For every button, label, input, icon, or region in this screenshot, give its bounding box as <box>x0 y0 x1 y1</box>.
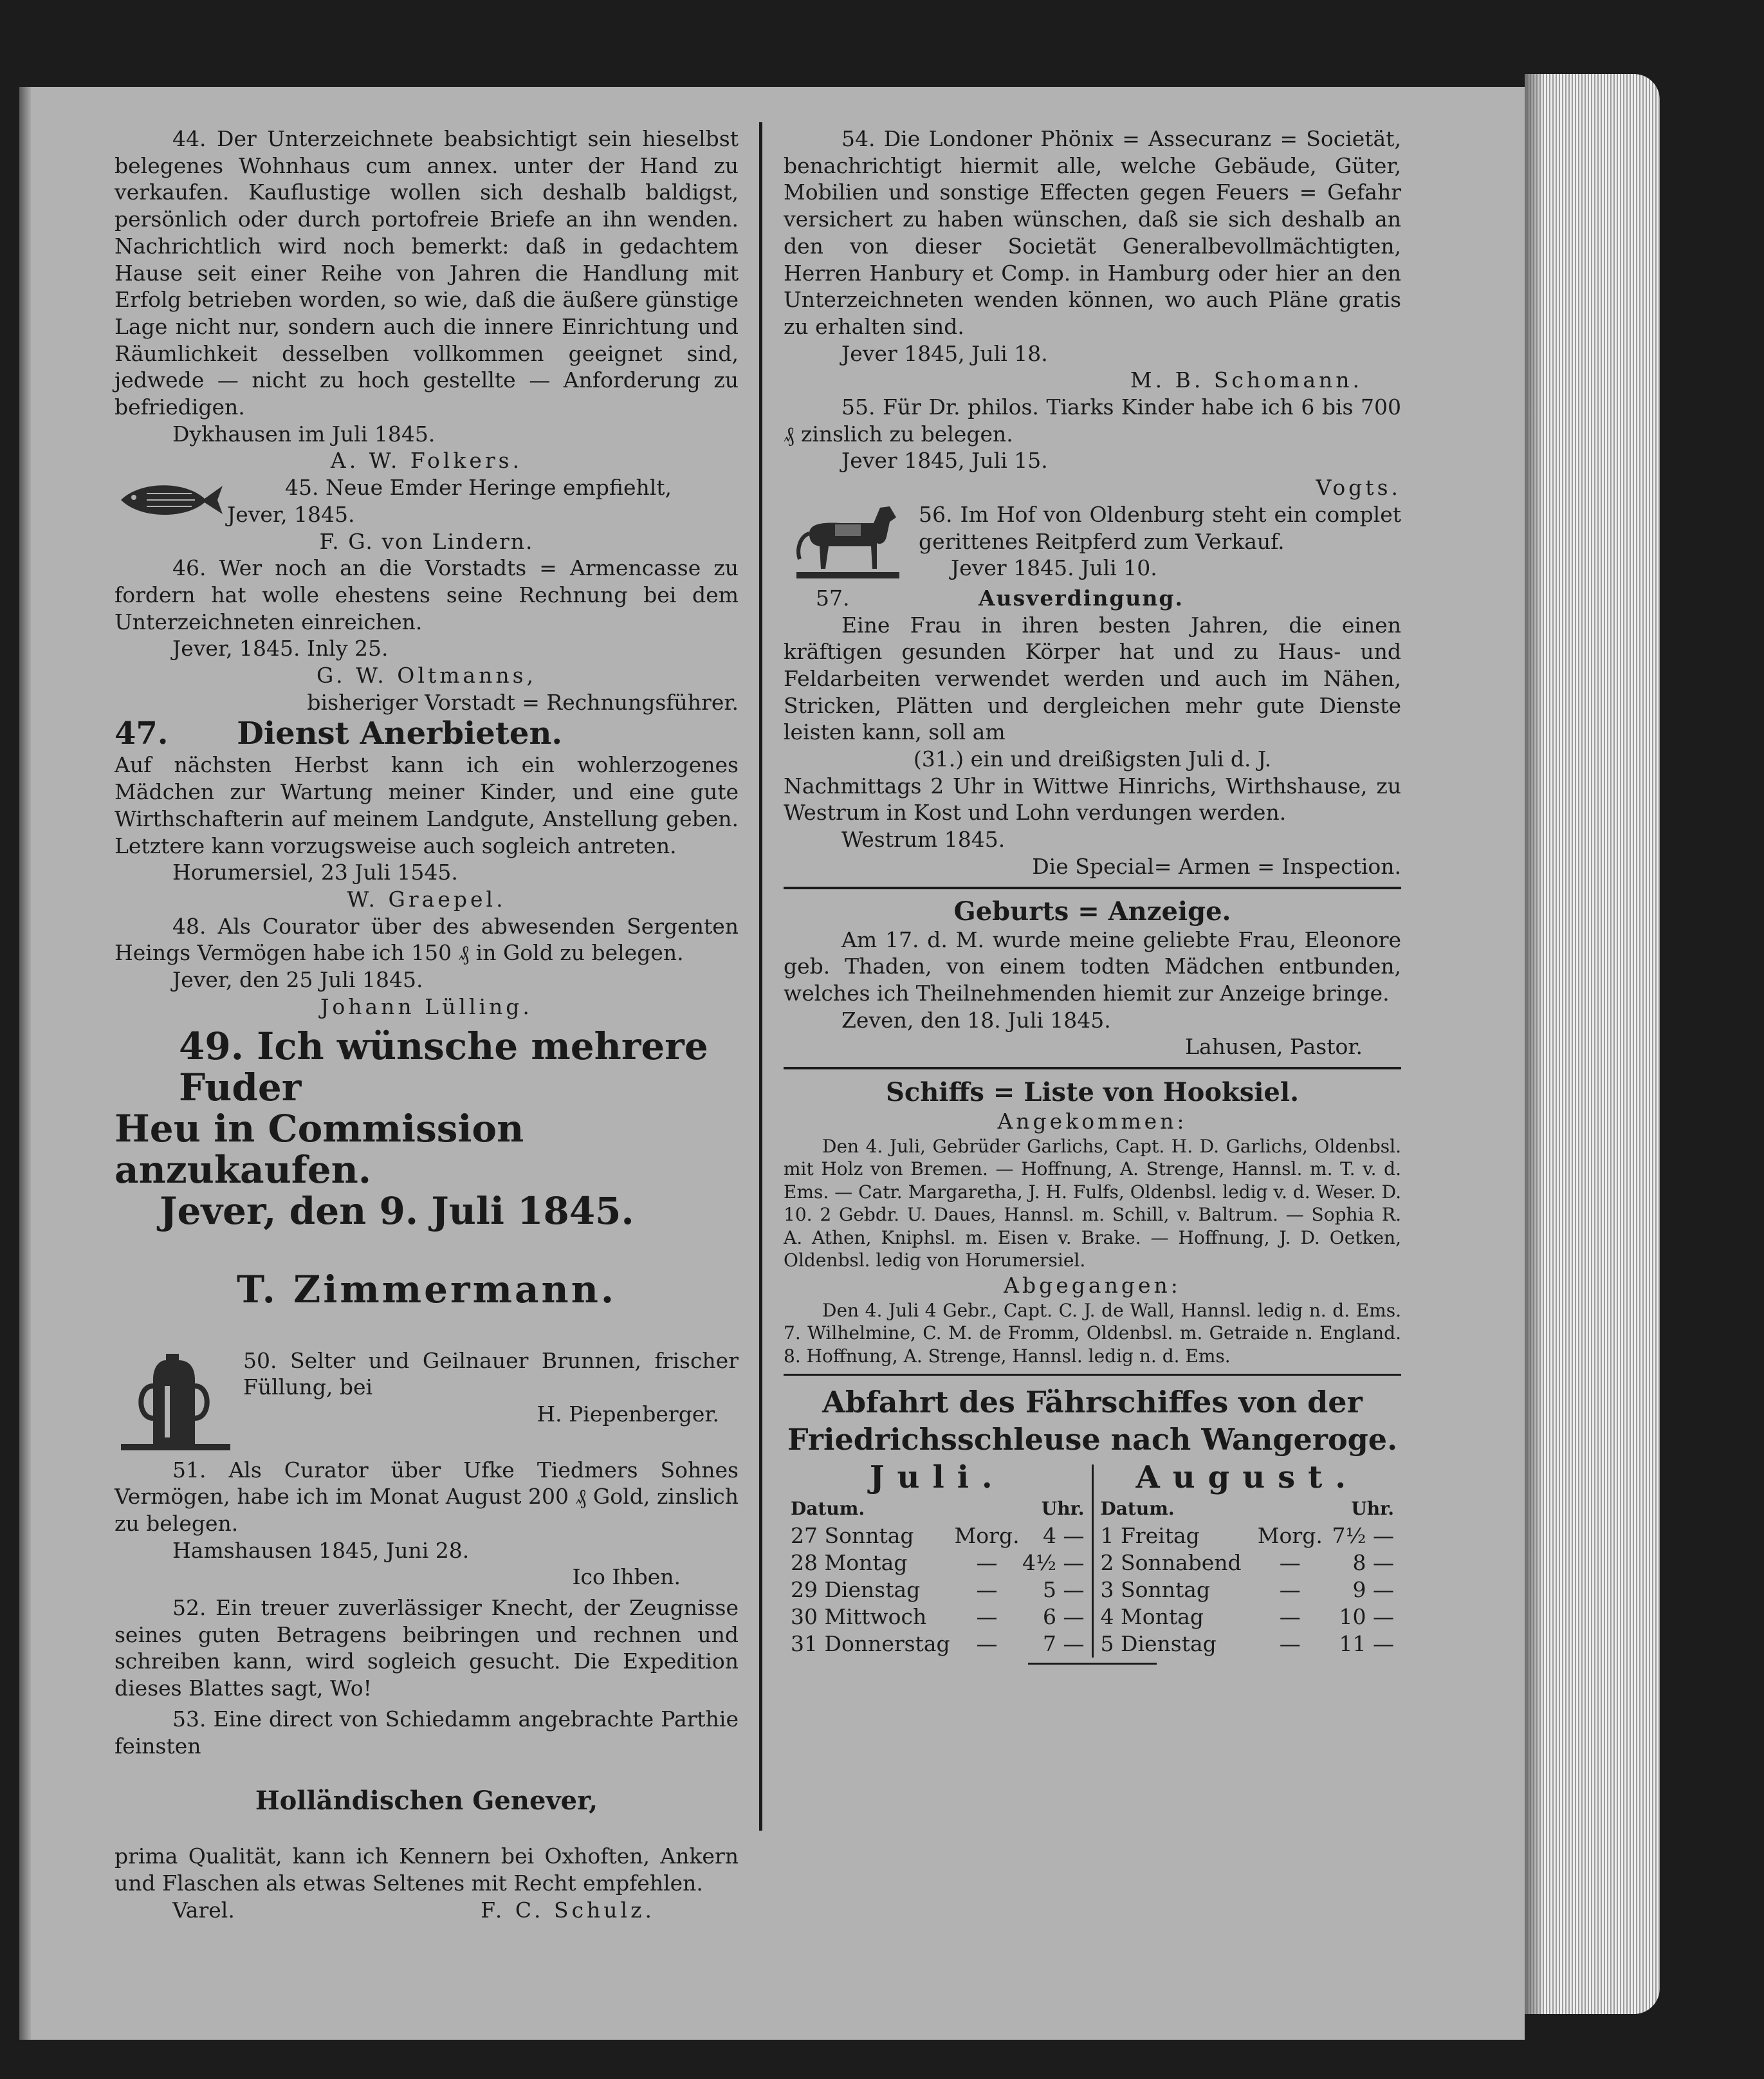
ad-52-text: 52. Ein treuer zuverlässiger Knecht, der Zeugnisse seines guten Betragens beibringen und rechnen und schreiben kann, wird sogleich gesucht. Die Expedition dieses Blattes sagt, Wo! <box>115 1595 739 1701</box>
ferry-july-col-slot <box>953 1495 1021 1522</box>
ad-55-signature: Vogts. <box>1316 475 1401 501</box>
ferry-august-month: August. <box>1135 1459 1359 1495</box>
section-rule-ferry <box>784 1374 1401 1376</box>
ad-56-text: 56. Im Hof von Oldenburg steht ein complet gerittenes Reitpferd zum Verkauf. <box>919 501 1401 554</box>
ad-52 <box>115 1594 739 1702</box>
ad-48 <box>115 913 739 1021</box>
ferry-time: 9 — <box>1352 1576 1394 1602</box>
ferry-date: 2 Sonnabend <box>1100 1549 1242 1575</box>
ad-57-signature: Die Special= Armen = Inspection. <box>1032 853 1401 879</box>
ferry-title: Abfahrt des Fährschiffes von der Friedrichsschleuse nach Wangeroge. <box>787 1385 1398 1457</box>
ad-47-signature: W. Graepel. <box>347 886 506 912</box>
table-row <box>790 1549 1085 1576</box>
table-row <box>790 1576 1085 1603</box>
ad-50 <box>115 1347 739 1457</box>
ferry-end-rule <box>1028 1663 1157 1665</box>
ad-47-text: Auf nächsten Herbst kann ich ein wohlerzogenes Mädchen zur Wartung meiner Kinder, und eine gute Wirthschafterin auf meinem Landgute, Anstellung geben. Letztere kann vorzugsweise auch sogleich antreten. <box>115 752 739 858</box>
ad-53-footer <box>115 1897 739 1924</box>
ad-53-product: Holländischen Genever, <box>255 1786 598 1816</box>
ferry-july-table <box>790 1495 1085 1658</box>
right-column <box>784 125 1401 1665</box>
ad-57-date-line: (31.) ein und dreißigsten Juli d. J. <box>913 746 1272 772</box>
ad-49-line2: Heu in Commission anzukaufen. <box>115 1106 524 1192</box>
ad-53-place: Varel. <box>172 1897 235 1923</box>
ad-53-text: prima Qualität, kann ich Kennern bei Oxhoften, Ankern und Flaschen als etwas Seltenes mit Recht empfehlen. <box>115 1843 739 1896</box>
ferry-slot: Morg. <box>1257 1522 1323 1548</box>
ferry-date: 5 Dienstag <box>1100 1631 1217 1656</box>
ferry-slot: — <box>976 1576 998 1602</box>
ferry-august <box>1094 1459 1402 1658</box>
ferry-slot: Morg. <box>954 1522 1020 1548</box>
ferry-date: 27 Sonntag <box>791 1522 914 1548</box>
ferry-slot: — <box>976 1631 998 1656</box>
ship-list-heading: Schiffs = Liste von Hooksiel. <box>885 1077 1299 1108</box>
ad-57-text: Eine Frau in ihren besten Jahren, die einen kräftigen gesunden Körper hat und zu Haus- und Feldarbeiten verwendet werden und auch im Nähen, Stricken, Plätten und dergleichen mehr gute Dienste leisten kann, soll am <box>784 612 1401 745</box>
ad-49 <box>115 1026 739 1310</box>
ferry-time: 4½ — <box>1022 1549 1085 1575</box>
ad-50-signature: H. Piepenberger. <box>537 1401 719 1427</box>
ferry-date: 3 Sonntag <box>1100 1576 1211 1602</box>
table-row <box>1100 1522 1395 1549</box>
horse-icon <box>784 501 912 585</box>
ad-48-place: Jever, den 25 Juli 1845. <box>172 967 423 993</box>
table-row <box>1100 1631 1395 1658</box>
ad-46 <box>115 555 739 716</box>
ad-57-place: Westrum 1845. <box>841 827 1006 853</box>
ferry-time: 10 — <box>1339 1603 1394 1629</box>
ferry-time: 6 — <box>1043 1603 1085 1629</box>
ad-56 <box>784 501 1401 585</box>
ad-53 <box>115 1706 739 1924</box>
section-rule-birth <box>784 887 1401 889</box>
ad-57-text2: Nachmittags 2 Uhr in Wittwe Hinrichs, Wirthshause, zu Westrum in Kost und Lohn verdungen werden. <box>784 773 1401 826</box>
birth-heading: Geburts = Anzeige. <box>953 896 1231 927</box>
ferry-time: 7 — <box>1043 1631 1085 1656</box>
ad-47-heading <box>115 716 739 752</box>
ad-47 <box>115 716 739 912</box>
ad-44 <box>115 125 739 474</box>
ad-55-place: Jever 1845, Juli 15. <box>841 448 1048 474</box>
ferry-july-col-uhr: Uhr. <box>1041 1497 1085 1519</box>
ferry-august-header <box>1100 1495 1395 1522</box>
ad-54 <box>784 125 1401 394</box>
ferry-august-table <box>1100 1495 1395 1658</box>
ad-54-signature: M. B. Schomann. <box>1130 367 1363 393</box>
ad-56-place: Jever 1845. Juli 10. <box>951 555 1157 581</box>
ad-57-heading <box>784 585 1401 612</box>
ferry-july-month: Juli. <box>869 1459 1006 1495</box>
ship-arrived-text: Den 4. Juli, Gebrüder Garlichs, Capt. H. D. Garlichs, Oldenbsl. mit Holz von Bremen. — Hoffnung, A. Strenge, Hannsl. m. T. v. d. Ems. — Catr. Margaretha, J. H. Fulfs, Oldenbsl. ledig v. d. Weser. D. 10. 2 Gebdr. U. Daues, Hannsl. m. Schill, v. Baltrum. — Sophia R. A. Athen, Kniphsl. m. Eisen v. Brake. — Hoffnung, J. D. Oetken, Oldenbsl. ledig von Horumersiel. <box>784 1135 1401 1271</box>
table-row <box>1100 1603 1395 1631</box>
ship-list <box>784 1077 1401 1367</box>
table-row <box>790 1631 1085 1658</box>
ad-57-number: 57. <box>816 585 850 611</box>
ad-51-text: 51. Als Curator über Ufke Tiedmers Sohnes Vermögen, habe ich im Monat August 200 ₰ Gold, zinslich zu belegen. <box>115 1457 739 1536</box>
ad-46-text: 46. Wer noch an die Vorstadts = Armencasse zu fordern hat wolle ehestens seine Rechnung bei dem Unterzeichneten einreichen. <box>115 555 739 634</box>
ferry-slot: — <box>1279 1576 1301 1602</box>
ferry-august-col-datum: Datum. <box>1100 1497 1175 1519</box>
page-edges <box>1525 74 1660 2014</box>
ferry-time: 8 — <box>1352 1549 1394 1575</box>
table-row <box>790 1603 1085 1631</box>
ad-54-text: 54. Die Londoner Phönix = Assecuranz = Societät, benachrichtigt hiermit alle, welche Gebäude, Güter, Mobilien und sonstige Effecten gegen Feuers = Gefahr versichert zu haben wünschen, daß sie sich deshalb an den von dieser Societät Generalbevollmächtigten, Herren Hanbury et Comp. in Hamburg oder hier an den Unterzeichneten wenden können, wo auch Pläne gratis zu erhalten sind. <box>784 126 1401 339</box>
left-column <box>115 125 739 1923</box>
ad-51 <box>115 1457 739 1591</box>
ship-arrived-label: Angekommen: <box>997 1109 1188 1134</box>
ad-48-signature: Johann Lülling. <box>320 993 533 1019</box>
ad-54-place: Jever 1845, Juli 18. <box>841 340 1048 366</box>
birth-place: Zeven, den 18. Juli 1845. <box>841 1007 1111 1033</box>
ad-49-line1: 49. Ich wünsche mehrere Fuder <box>179 1024 708 1109</box>
ferry-july-header <box>790 1495 1085 1522</box>
ad-50-text: 50. Selter und Geilnauer Brunnen, frischer Füllung, bei <box>243 1347 739 1400</box>
ad-55 <box>784 394 1401 501</box>
ferry-slot: — <box>976 1549 998 1575</box>
ad-48-text: 48. Als Courator über des abwesenden Sergenten Heings Vermögen habe ich 150 ₰ in Gold zu belegen. <box>115 913 739 966</box>
ship-departed-label: Abgegangen: <box>1004 1272 1181 1298</box>
ad-57 <box>784 585 1401 880</box>
ferry-date: 31 Donnerstag <box>791 1631 950 1656</box>
ad-44-place: Dykhausen im Juli 1845. <box>172 421 436 447</box>
ferry-july <box>784 1459 1094 1658</box>
ferry-slot: — <box>1279 1631 1301 1656</box>
ferry-date: 29 Dienstag <box>791 1576 921 1602</box>
ship-departed-text: Den 4. Juli 4 Gebr., Capt. C. J. de Wall, Hannsl. ledig n. d. Ems. 7. Wilhelmine, C. M. de Fromm, Oldenbsl. m. Getraide n. England. 8. Hoffnung, A. Strenge, Hannsl. ledig n. d. Ems. <box>784 1299 1401 1367</box>
ad-47-number: 47. <box>115 716 169 752</box>
ad-45-signature: F. G. von Lindern. <box>319 528 534 554</box>
ferry-slot: — <box>976 1603 998 1629</box>
column-divider <box>759 122 762 1831</box>
ferry-date: 4 Montag <box>1100 1603 1204 1629</box>
ferry-date: 30 Mittwoch <box>791 1603 927 1629</box>
ferry-date: 28 Montag <box>791 1549 908 1575</box>
page-edges-shadow <box>1525 74 1544 2014</box>
page-gutter <box>19 87 31 2040</box>
ferry-table-wrapper <box>784 1459 1401 1658</box>
ad-53-signature: F. C. Schulz. <box>481 1897 655 1923</box>
section-rule-ships <box>784 1067 1401 1069</box>
birth-text: Am 17. d. M. wurde meine geliebte Frau, Eleonore geb. Thaden, von einem todten Mädchen entbunden, welches ich Theilnehmenden hiemit zur Anzeige bringe. <box>784 927 1401 1006</box>
ferry-slot: — <box>1279 1603 1301 1629</box>
ferry-date: 1 Freitag <box>1100 1522 1200 1548</box>
ad-47-title: Dienst Anerbieten. <box>237 716 563 752</box>
jug-icon <box>115 1347 237 1457</box>
ad-53-intro: 53. Eine direct von Schiedamm angebrachte Parthie feinsten <box>115 1706 739 1759</box>
ad-47-place: Horumersiel, 23 Juli 1545. <box>172 860 458 885</box>
ad-44-signature: A. W. Folkers. <box>330 448 523 474</box>
ferry-august-col-uhr: Uhr. <box>1351 1497 1394 1519</box>
ad-55-text: 55. Für Dr. philos. Tiarks Kinder habe ich 6 bis 700 ₰ zinslich zu belegen. <box>784 394 1401 447</box>
ferry-schedule <box>784 1383 1401 1665</box>
ferry-july-col-datum: Datum. <box>791 1497 865 1519</box>
ferry-time: 4 — <box>1043 1522 1085 1548</box>
birth-signature: Lahusen, Pastor. <box>1185 1034 1363 1060</box>
ad-51-place: Hamshausen 1845, Juni 28. <box>172 1537 470 1563</box>
ferry-time: 7½ — <box>1332 1522 1394 1548</box>
ad-51-signature: Ico Ihben. <box>572 1564 681 1590</box>
ad-46-signature: G. W. Oltmanns, <box>316 663 537 688</box>
ferry-slot: — <box>1279 1549 1301 1575</box>
ad-57-title: Ausverdingung. <box>978 585 1184 611</box>
table-row <box>790 1522 1085 1549</box>
ferry-time: 11 — <box>1339 1631 1394 1656</box>
table-row <box>1100 1549 1395 1576</box>
ad-49-place: Jever, den 9. Juli 1845. <box>160 1188 634 1233</box>
ad-45-text: 45. Neue Emder Heringe empfiehlt, <box>285 475 672 501</box>
ad-46-signature-title: bisheriger Vorstadt = Rechnungsführer. <box>307 689 739 715</box>
ferry-august-col-slot <box>1254 1495 1326 1522</box>
table-row <box>1100 1576 1395 1603</box>
fish-icon <box>115 474 227 526</box>
ad-46-place: Jever, 1845. Inly 25. <box>172 636 389 661</box>
ad-49-signature: T. Zimmermann. <box>236 1267 617 1311</box>
ferry-time: 5 — <box>1043 1576 1085 1602</box>
ad-44-text: 44. Der Unterzeichnete beabsichtigt sein hieselbst belegenes Wohnhaus cum annex. unter der Hand zu verkaufen. Kauflustige wollen sich deshalb baldigst, persönlich oder durch portofreie Briefe an ihn wenden. Nachrichtlich wird noch bemerkt: daß in gedachtem Hause seit einer Reihe von Jahren die Handlung mit Erfolg betrieben worden, so wie, daß die äußere günstige Lage nicht nur, sondern auch die innere Einrichtung und Räumlichkeit desselben vollkommen geeignet sind, jedwede — nicht zu hoch gestellte — Anforderung zu befriedigen. <box>115 126 739 420</box>
birth-announcement <box>784 897 1401 1061</box>
ad-45-place: Jever, 1845. <box>227 501 355 527</box>
ad-45 <box>115 474 739 555</box>
